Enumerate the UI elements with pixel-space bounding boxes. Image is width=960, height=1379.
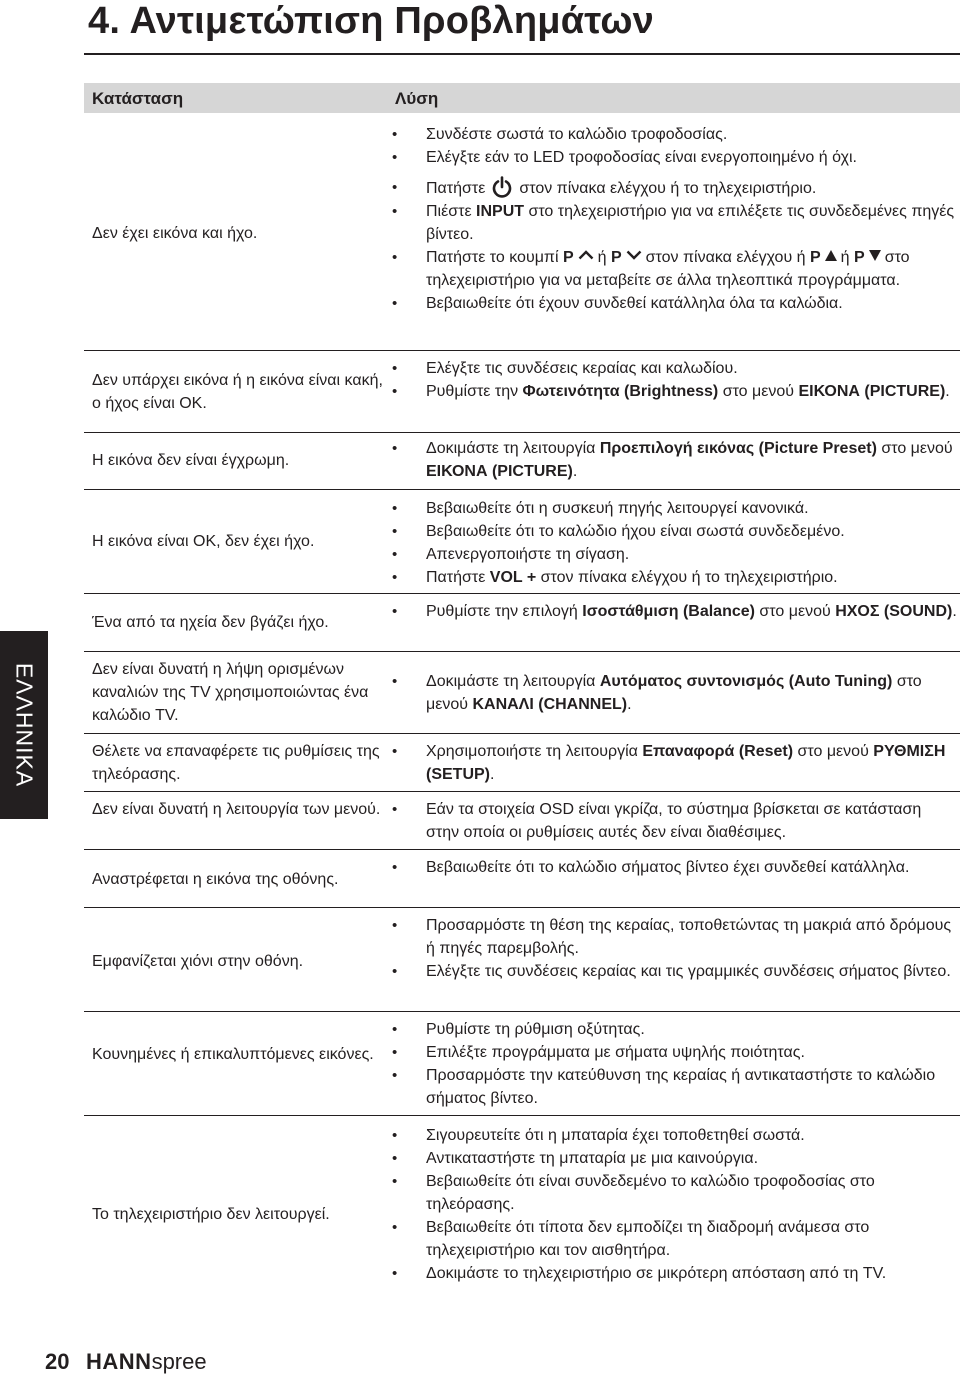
table-row bbox=[84, 853, 960, 905]
setting-name: Φωτεινότητα (Brightness) bbox=[522, 383, 719, 400]
table-row bbox=[84, 597, 960, 652]
p-key-label: P bbox=[610, 249, 622, 266]
condition-text: Το τηλεχειριστήριο δεν λειτουργεί. bbox=[92, 1206, 330, 1223]
text-span: . bbox=[627, 696, 632, 713]
condition-text: Η εικόνα είναι OK, δεν έχει ήχο. bbox=[92, 533, 315, 550]
solution-list bbox=[389, 798, 957, 844]
p-key-label: P bbox=[810, 249, 821, 266]
text-span: στο μενού bbox=[876, 440, 953, 457]
chevron-down-icon bbox=[626, 250, 642, 260]
row-divider bbox=[84, 849, 960, 850]
menu-name: ΗΧΟΣ (SOUND) bbox=[835, 603, 953, 620]
list-item: • Αντικαταστήστε τη μπαταρία με μια καινούργια. bbox=[389, 1147, 957, 1170]
solution-list bbox=[389, 437, 957, 483]
list-item: • Βεβαιωθείτε ότι τίποτα δεν εμποδίζει τη διαδρομή ανάμεσα στο τηλεχειριστήριο και τον αισθητήρα. bbox=[389, 1216, 957, 1262]
text-span: . bbox=[490, 766, 495, 783]
list-item bbox=[389, 566, 957, 589]
volume-key-label: VOL + bbox=[489, 569, 537, 586]
list-item: • Δοκιμάστε το τηλεχειριστήριο σε μικρότερη απόσταση από τη TV. bbox=[389, 1262, 957, 1285]
condition-text: Δεν είναι δυνατή η λειτουργία των μενού. bbox=[92, 801, 381, 818]
table-row bbox=[84, 1119, 960, 1309]
solution-list bbox=[389, 914, 957, 983]
row-divider bbox=[84, 350, 960, 351]
list-item: • Επιλέξτε προγράμματα με σήματα υψηλής ποιότητας. bbox=[389, 1041, 957, 1064]
chevron-up-icon bbox=[578, 250, 594, 260]
text-span: στο τηλεχειριστήριο για να μεταβείτε σε άλλα τηλεοπτικά προγράμματα. bbox=[426, 249, 910, 289]
setting-name: Προεπιλογή εικόνας (Picture Preset) bbox=[599, 440, 877, 457]
condition-text: Αναστρέφεται η εικόνα της οθόνης. bbox=[92, 871, 339, 888]
text-span: στο μενού bbox=[718, 383, 799, 400]
list-item: • Ρυθμίστε τη ρύθμιση οξύτητας. bbox=[389, 1018, 957, 1041]
list-item: • Σιγουρευτείτε ότι η μπαταρία έχει τοποθετηθεί σωστά. bbox=[389, 1124, 957, 1147]
text-span: Δοκιμάστε τη λειτουργία bbox=[426, 440, 600, 457]
text-span: στον πίνακα ελέγχου ή bbox=[645, 249, 806, 266]
triangle-down-icon bbox=[869, 250, 881, 261]
text-span: ή bbox=[597, 249, 607, 266]
solution-list bbox=[389, 123, 957, 315]
text-span: Πατήστε το κουμπί bbox=[426, 249, 563, 266]
p-key-label: P bbox=[562, 249, 574, 266]
menu-name: ΚΑΝΑΛΙ (CHANNEL) bbox=[472, 696, 628, 713]
list-item bbox=[389, 670, 957, 716]
list-item: • Βεβαιωθείτε ότι έχουν συνδεθεί κατάλληλα όλα τα καλώδια. bbox=[389, 292, 957, 315]
power-icon bbox=[491, 176, 513, 198]
language-side-tab bbox=[0, 631, 48, 819]
solution-list bbox=[389, 600, 957, 623]
list-item bbox=[389, 380, 957, 403]
text-span: . bbox=[572, 463, 578, 480]
list-item: • Βεβαιωθείτε ότι είναι συνδεδεμένο το καλώδιο τροφοδοσίας στο τηλεόρασης. bbox=[389, 1170, 957, 1216]
solution-list bbox=[389, 357, 957, 403]
header-condition: Κατάσταση bbox=[92, 89, 184, 108]
list-item: • Εάν τα στοιχεία OSD είναι γκρίζα, το σύστημα βρίσκεται σε κατάσταση στην οποία οι ρυθμίσεις αυτές δεν είναι διαθέσιμες. bbox=[389, 798, 957, 844]
condition-text: Η εικόνα δεν είναι έγχρωμη. bbox=[92, 452, 290, 469]
list-item bbox=[389, 600, 957, 623]
condition-text: Δεν υπάρχει εικόνα ή η εικόνα είναι κακή, ο ήχος είναι OK. bbox=[92, 372, 383, 412]
text-span: Πατήστε bbox=[426, 569, 490, 586]
title-divider bbox=[84, 53, 960, 55]
text-span: Πιέστε bbox=[426, 203, 477, 220]
menu-name: ΕΙΚΟΝΑ (PICTURE) bbox=[426, 463, 573, 480]
text-span: στο τηλεχειριστήριο για να επιλέξετε τις συνδεδεμένες πηγές βίντεο. bbox=[426, 203, 955, 243]
table-row bbox=[84, 494, 960, 594]
list-item: • Προσαρμόστε τη θέση της κεραίας, τοποθετώντας τη μακριά από δρόμους ή πηγές παρεμβολής. bbox=[389, 914, 957, 960]
text-span: ή bbox=[840, 249, 850, 266]
list-item bbox=[389, 740, 957, 786]
text-span: Πατήστε bbox=[426, 180, 486, 197]
text-span: Ρυθμίστε την bbox=[426, 383, 523, 400]
list-item: • Βεβαιωθείτε ότι το καλώδιο σήματος βίντεο έχει συνδεθεί κατάλληλα. bbox=[389, 856, 957, 879]
table-row bbox=[84, 1015, 960, 1115]
text-span: στον πίνακα ελέγχου ή το τηλεχειριστήριο. bbox=[536, 569, 838, 586]
list-item: • Βεβαιωθείτε ότι το καλώδιο ήχου είναι σωστά συνδεδεμένο. bbox=[389, 520, 957, 543]
row-divider bbox=[84, 791, 960, 792]
list-item bbox=[389, 200, 957, 246]
menu-name: ΡΥΘΜΙΣΗ (SETUP) bbox=[426, 743, 946, 783]
table-row bbox=[84, 655, 960, 735]
language-tab-label: ΕΛΛΗΝΙΚΑ bbox=[11, 662, 38, 788]
list-item: • Ελέγξτε τις συνδέσεις κεραίας και καλωδίου. bbox=[389, 357, 957, 380]
page-title: 4. Αντιμετώπιση Προβλημάτων bbox=[88, 0, 655, 42]
text-span: . bbox=[952, 603, 957, 620]
row-divider bbox=[84, 1115, 960, 1116]
condition-text: Εμφανίζεται χιόνι στην οθόνη. bbox=[92, 953, 304, 970]
text-span: στον πίνακα ελέγχου ή το τηλεχειριστήριο. bbox=[519, 180, 817, 197]
condition-text: Δεν έχει εικόνα και ήχο. bbox=[92, 225, 258, 242]
table-header bbox=[84, 83, 960, 113]
table-row bbox=[84, 120, 960, 345]
table-row bbox=[84, 737, 960, 793]
text-span: Χρησιμοποιήστε τη λειτουργία bbox=[426, 743, 643, 760]
list-item bbox=[389, 437, 957, 483]
row-divider bbox=[84, 489, 960, 490]
condition-text: Θέλετε να επαναφέρετε τις ρυθμίσεις της τηλεόρασης. bbox=[92, 743, 380, 783]
brand-logo-light: spree bbox=[151, 1349, 207, 1374]
text-span: Ρυθμίστε την επιλογή bbox=[426, 603, 583, 620]
text-span: Δοκιμάστε τη λειτουργία bbox=[426, 673, 600, 690]
row-divider bbox=[84, 907, 960, 908]
solution-list bbox=[389, 740, 957, 786]
solution-list bbox=[389, 497, 957, 589]
table-row bbox=[84, 795, 960, 847]
table-row bbox=[84, 911, 960, 1011]
page-number: 20 bbox=[45, 1349, 70, 1374]
condition-text: Κουνημένες ή επικαλυπτόμενες εικόνες. bbox=[92, 1046, 374, 1063]
text-span: στο μενού bbox=[754, 603, 836, 620]
row-divider bbox=[84, 651, 960, 652]
solution-list bbox=[389, 1124, 957, 1285]
input-key-label: INPUT bbox=[476, 203, 525, 220]
solution-list bbox=[389, 1018, 957, 1110]
text-span: στο μενού bbox=[793, 743, 874, 760]
list-item bbox=[389, 246, 957, 292]
row-divider bbox=[84, 733, 960, 734]
setting-name: Ισοστάθμιση (Balance) bbox=[582, 603, 755, 620]
list-item: • Ελέγξτε τις συνδέσεις κεραίας και τις γραμμικές συνδέσεις σήματος βίντεο. bbox=[389, 960, 957, 983]
brand-logo-bold: HANN bbox=[86, 1349, 152, 1374]
list-item: • Ελέγξτε εάν το LED τροφοδοσίας είναι ενεργοποιημένο ή όχι. bbox=[389, 146, 957, 169]
text-span: . bbox=[945, 383, 950, 400]
row-divider bbox=[84, 593, 960, 594]
list-item: • Βεβαιωθείτε ότι η συσκευή πηγής λειτουργεί κανονικά. bbox=[389, 497, 957, 520]
list-item: • Απενεργοποιήστε τη σίγαση. bbox=[389, 543, 957, 566]
row-divider bbox=[84, 432, 960, 433]
setting-name: Αυτόματος συντονισμός (Auto Tuning) bbox=[599, 673, 893, 690]
condition-text: Δεν είναι δυνατή η λήψη ορισμένων καναλιών της TV χρησιμοποιώντας ένα καλώδιο TV. bbox=[92, 661, 369, 724]
list-item: • Προσαρμόστε την κατεύθυνση της κεραίας ή αντικαταστήστε το καλώδιο σήματος βίντεο. bbox=[389, 1064, 957, 1110]
brand-logo bbox=[86, 1349, 207, 1375]
list-item: • Συνδέστε σωστά το καλώδιο τροφοδοσίας. bbox=[389, 123, 957, 146]
text-span: στο μενού bbox=[426, 673, 922, 713]
p-key-label: P bbox=[854, 249, 865, 266]
table-row bbox=[84, 436, 960, 488]
solution-list bbox=[389, 670, 957, 716]
setting-name: Επαναφορά (Reset) bbox=[642, 743, 794, 760]
triangle-up-icon bbox=[825, 250, 837, 261]
solution-list bbox=[389, 856, 957, 879]
menu-name: ΕΙΚΟΝΑ (PICTURE) bbox=[798, 383, 946, 400]
list-item bbox=[389, 176, 957, 200]
row-divider bbox=[84, 1011, 960, 1012]
header-solution: Λύση bbox=[395, 89, 439, 108]
table-row bbox=[84, 354, 960, 430]
condition-text: Ένα από τα ηχεία δεν βγάζει ήχο. bbox=[92, 614, 329, 631]
